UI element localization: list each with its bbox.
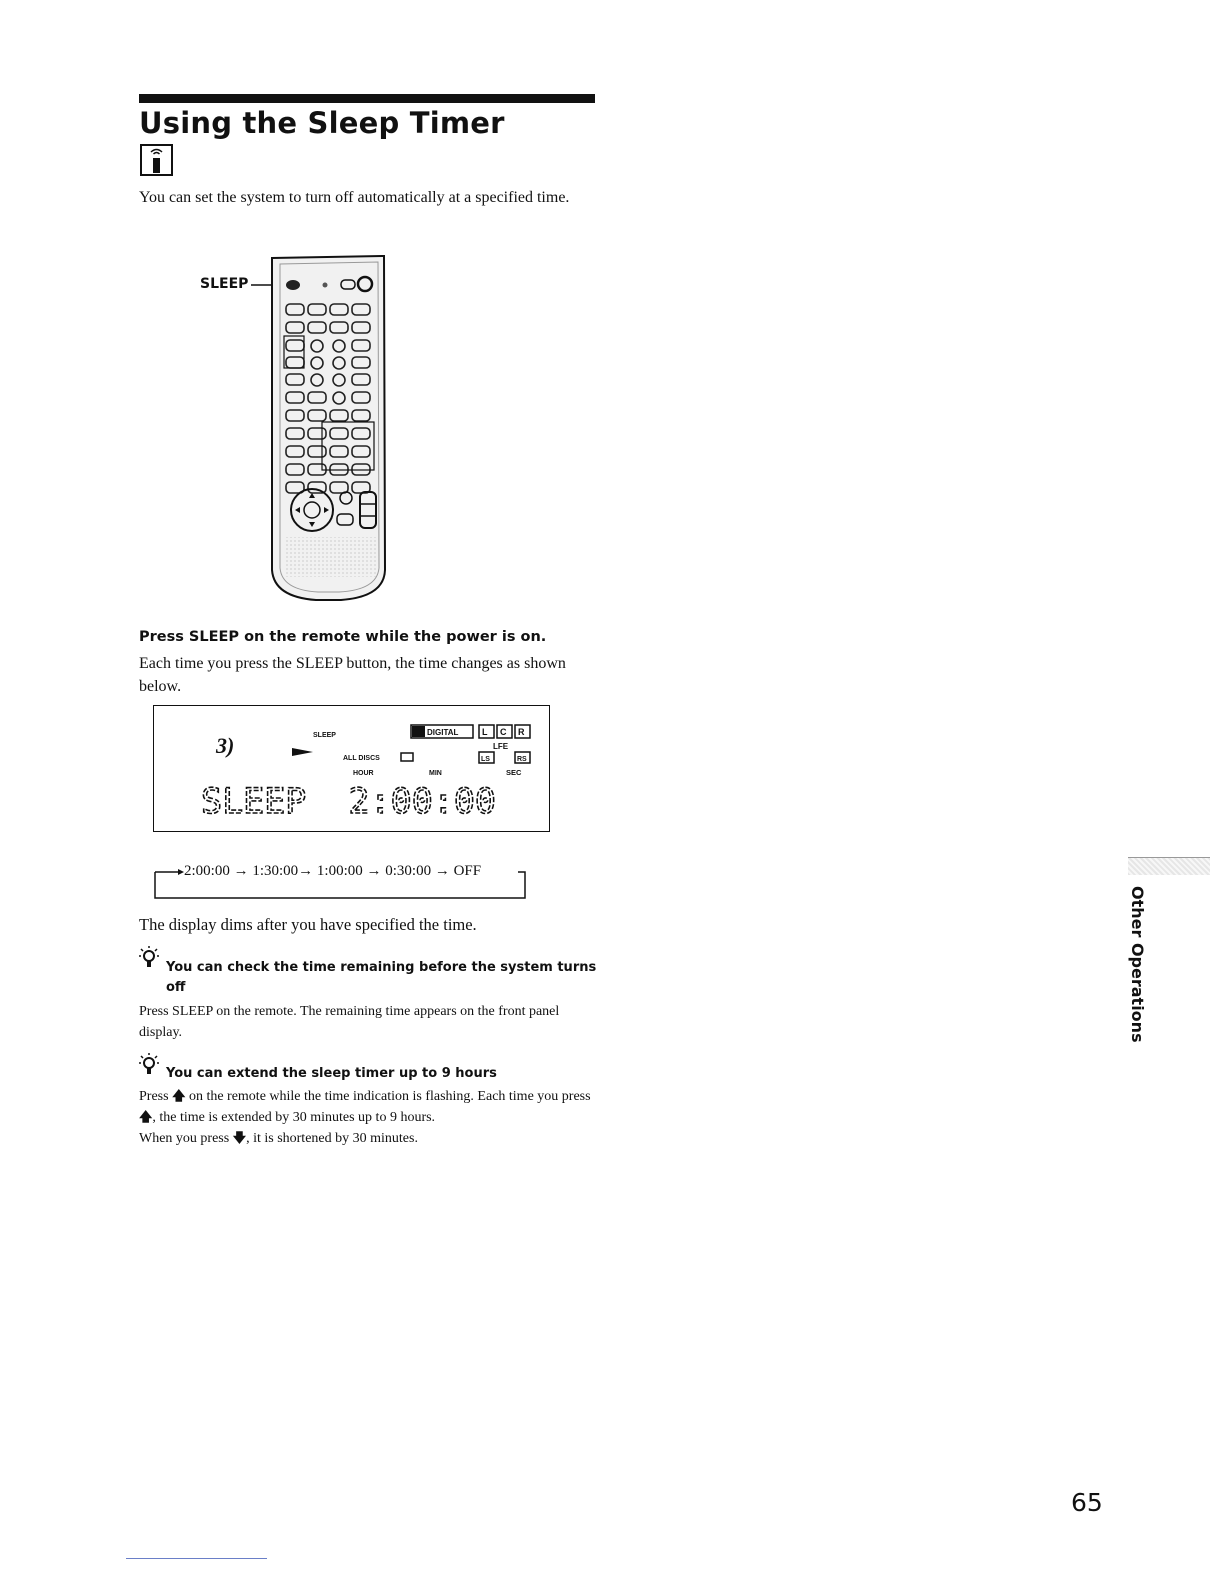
cycle-sequence: 2:00:00 → 1:30:00→ 1:00:00 → 0:30:00 → OFF — [184, 863, 482, 879]
channel-l: L — [482, 727, 488, 737]
channel-r: R — [518, 727, 525, 737]
disc-icon: 3) — [216, 733, 235, 758]
display-indicators — [153, 705, 550, 832]
all-discs-indicator: ALL DISCS — [343, 755, 380, 762]
down-arrow-icon: 🡇 — [232, 1131, 247, 1146]
step-heading: Press SLEEP on the remote while the power is on. — [139, 629, 547, 645]
remote-control-icon — [140, 144, 173, 176]
step-body: Each time you press the SLEEP button, the time changes as shown below. — [139, 655, 566, 695]
hint-2-body-part: , it is shortened by 30 minutes. — [246, 1131, 418, 1146]
hint-1-heading-cont: off — [166, 980, 186, 995]
footer-line — [126, 1558, 267, 1559]
hour-label: HOUR — [353, 770, 374, 777]
display-main-readout: SLEEP 2:00:00 — [201, 782, 497, 822]
up-arrow-icon: 🡅 — [139, 1110, 153, 1125]
intro-text: You can set the system to turn off automatically at a specified time. — [139, 189, 570, 206]
channel-ls: LS — [481, 756, 490, 763]
sec-label: SEC — [506, 768, 522, 777]
section-tab-label — [1120, 886, 1160, 1046]
page-title: Using the Sleep Timer — [139, 106, 505, 140]
sleep-callout-label: SLEEP — [200, 276, 249, 292]
hint-bulb-icon — [139, 1053, 159, 1077]
channel-rs: RS — [517, 756, 527, 763]
remote-illustration — [238, 252, 398, 608]
min-label: MIN — [429, 770, 442, 777]
hint-1-body: Press SLEEP on the remote. The remaining time appears on the front panel display. — [139, 1004, 560, 1040]
sleep-indicator: SLEEP — [313, 732, 336, 739]
hint-2-body-part: on the remote while the time indication is flashing. Each time you press — [188, 1089, 591, 1104]
hint-bulb-icon — [139, 946, 159, 970]
page-number: 65 — [1071, 1488, 1103, 1517]
hint-2-body — [139, 1086, 591, 1149]
digital-indicator: DIGITAL — [427, 728, 459, 737]
sleep-button[interactable] — [286, 280, 300, 290]
hint-1-heading: You can check the time remaining before the system turns — [166, 960, 597, 975]
up-arrow-icon: 🡅 — [172, 1089, 186, 1104]
hint-2-body-part: When you press — [139, 1131, 230, 1146]
channel-c: C — [500, 727, 507, 737]
dims-note: The display dims after you have specified the time. — [139, 915, 477, 934]
hint-2-heading: You can extend the sleep timer up to 9 hours — [166, 1066, 497, 1081]
section-tab-marker — [1128, 857, 1210, 875]
hint-2-body-part: Press — [139, 1089, 169, 1104]
play-icon — [292, 748, 313, 756]
title-rule — [139, 94, 595, 103]
section-tab-text: Other Operations — [1128, 886, 1147, 1043]
lfe-indicator: LFE — [493, 742, 509, 751]
hint-2-body-part: , the time is extended by 30 minutes up to 9 hours. — [152, 1110, 436, 1125]
